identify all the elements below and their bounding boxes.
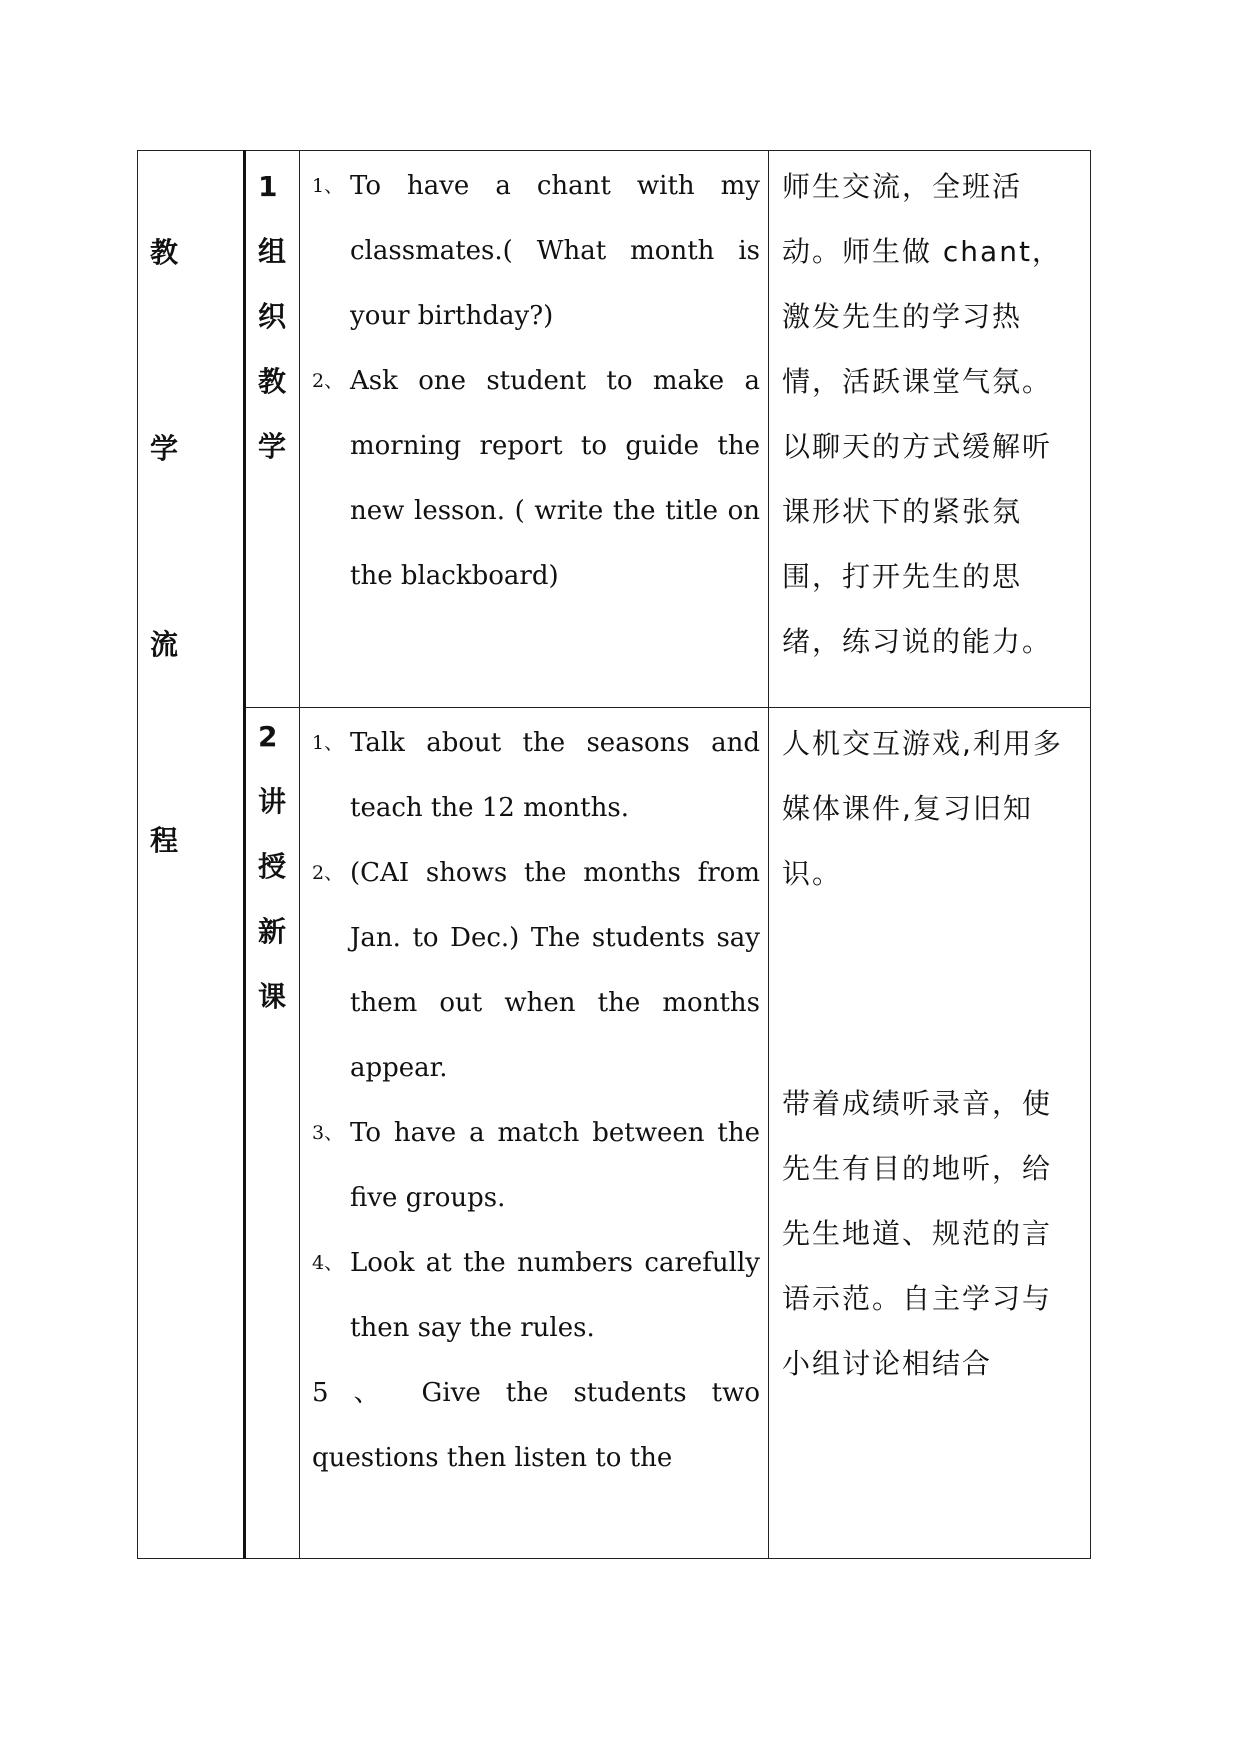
teaching-note: 人机交互游戏,利用多媒体课件,复习旧知识。 bbox=[782, 727, 1063, 890]
stage-char: 学 bbox=[258, 430, 287, 463]
stage-char: 讲 bbox=[258, 785, 287, 818]
stage-char: 授 bbox=[258, 850, 287, 883]
activity-item bbox=[312, 1231, 760, 1361]
section-1-notes bbox=[782, 154, 1078, 674]
section-2-activities bbox=[312, 711, 760, 1491]
sidebar-char: 教 bbox=[150, 236, 179, 269]
activity-item bbox=[312, 1101, 760, 1231]
table-divider-stage bbox=[299, 150, 300, 1559]
activity-text: Look at the numbers carefully then say the rules. bbox=[350, 1248, 760, 1343]
activity-number: 4、 bbox=[312, 1252, 344, 1274]
stage-char: 织 bbox=[258, 300, 287, 333]
section-1-stage bbox=[258, 170, 288, 495]
sidebar-char: 程 bbox=[150, 824, 179, 857]
stage-char: 教 bbox=[258, 365, 287, 398]
activity-item bbox=[312, 841, 760, 1101]
activity-number: 1、 bbox=[312, 175, 344, 197]
activity-number: 5 、 bbox=[312, 1378, 397, 1408]
section-number: 2 bbox=[258, 720, 278, 753]
activity-item bbox=[312, 154, 760, 349]
activity-number: 2、 bbox=[312, 862, 344, 884]
section-2-stage bbox=[258, 720, 288, 1045]
activity-number: 3、 bbox=[312, 1122, 344, 1144]
activity-text: To have a chant with my classmates.( What month is your birthday?) bbox=[350, 171, 760, 331]
section-divider bbox=[245, 707, 1091, 708]
stage-char: 新 bbox=[258, 915, 287, 948]
section-2-notes bbox=[782, 711, 1078, 906]
teaching-note: 师生交流，全班活动。师生做 chant，激发先生的学习热情，活跃课堂气氛。以聊天的方式缓解听课形状下的紧张氛围，打开先生的思绪，练习说的能力。 bbox=[782, 170, 1062, 658]
sidebar-char: 流 bbox=[150, 628, 179, 661]
sidebar-char: 学 bbox=[150, 432, 179, 465]
section-2-notes-continued bbox=[782, 1071, 1078, 1396]
activity-item bbox=[312, 711, 760, 841]
section-1-activities bbox=[312, 154, 760, 609]
activity-text: Talk about the seasons and teach the 12 months. bbox=[350, 728, 760, 823]
activity-item bbox=[312, 1361, 760, 1491]
activity-number: 2、 bbox=[312, 370, 344, 392]
table-divider-sidebar bbox=[243, 150, 246, 1559]
activity-item bbox=[312, 349, 760, 609]
table-divider-notes bbox=[768, 150, 769, 1559]
activity-number: 1、 bbox=[312, 732, 344, 754]
activity-text: (CAI shows the months from Jan. to Dec.) The students say them out when the months appear. bbox=[350, 858, 760, 1083]
teaching-note: 带着成绩听录音，使先生有目的地听，给先生地道、规范的言语示范。自主学习与小组讨论相结合 bbox=[782, 1087, 1053, 1380]
activity-text: Ask one student to make a morning report to guide the new lesson. ( write the title on the blackboard) bbox=[350, 366, 760, 591]
section-number: 1 bbox=[258, 170, 278, 203]
activity-text: Give the students two questions then listen to the bbox=[312, 1378, 761, 1473]
stage-char: 组 bbox=[258, 235, 287, 268]
activity-text: To have a match between the five groups. bbox=[350, 1118, 760, 1213]
stage-char: 课 bbox=[258, 980, 287, 1013]
